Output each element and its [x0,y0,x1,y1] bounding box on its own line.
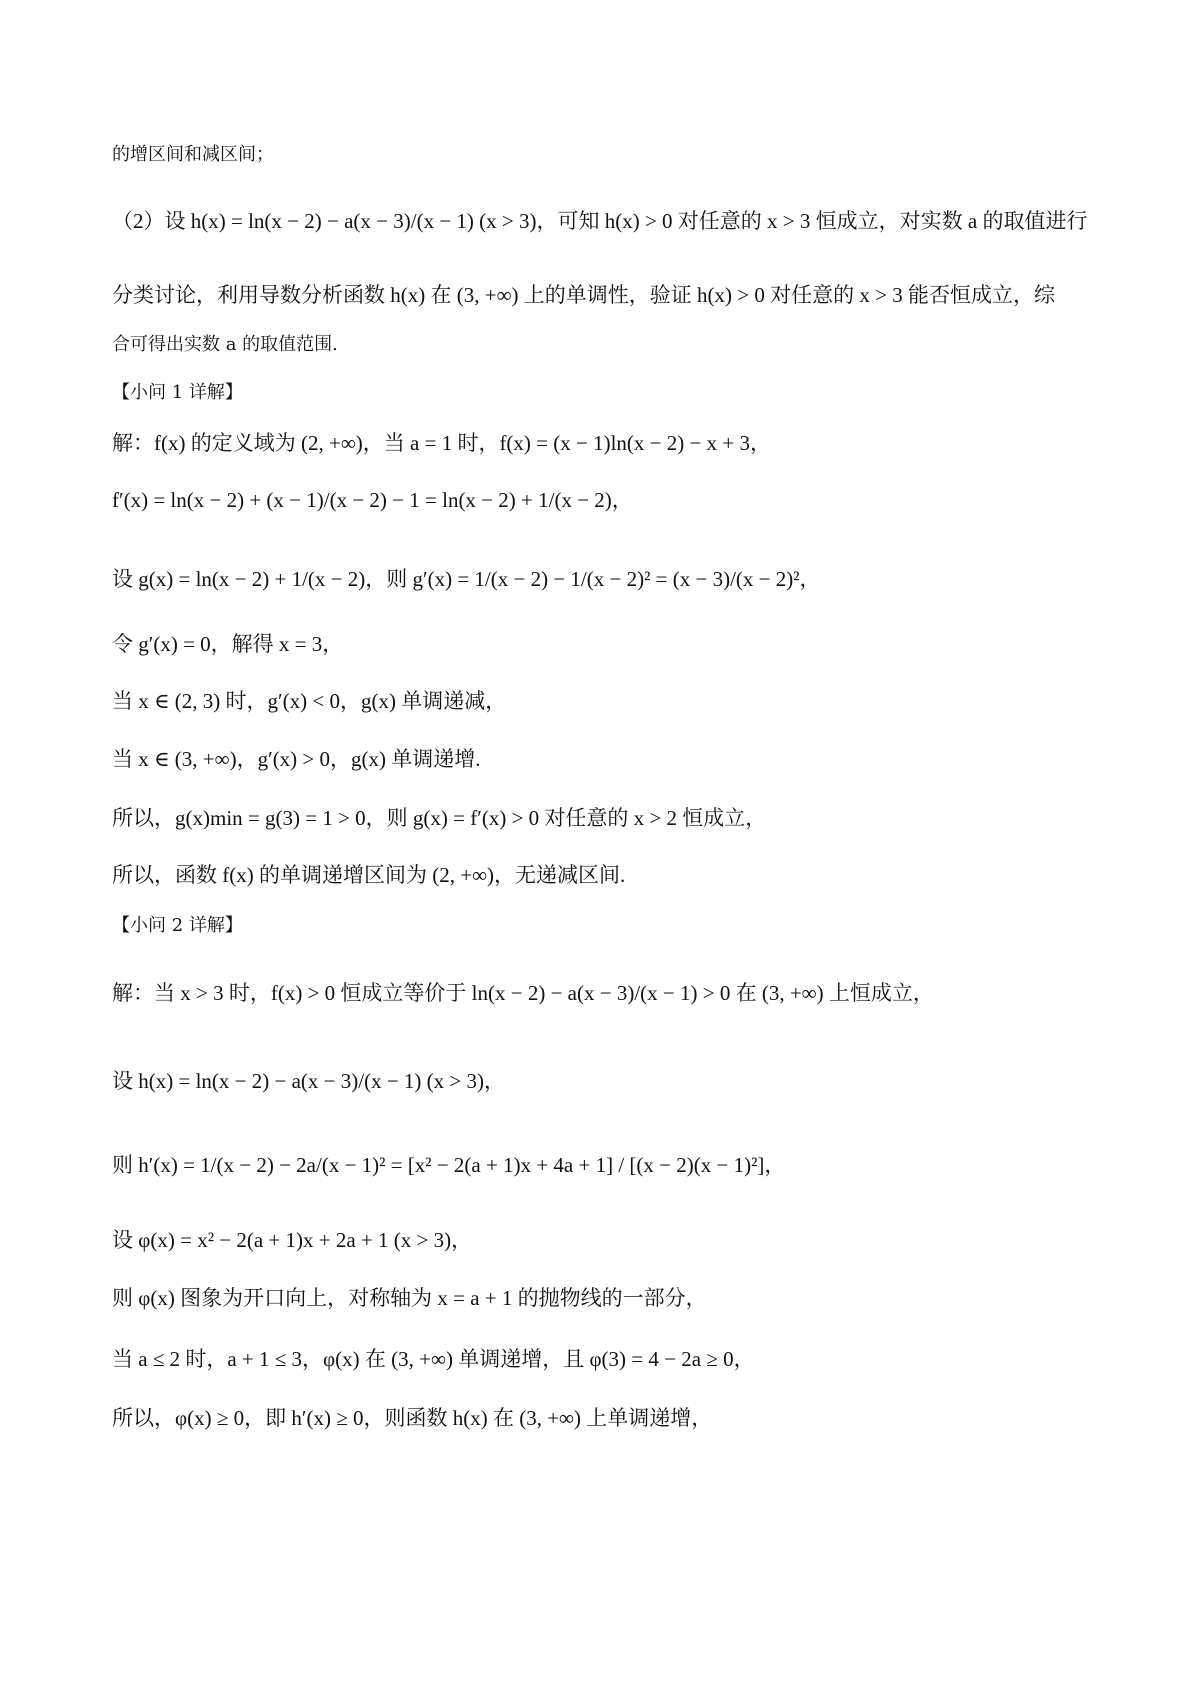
text-line-9: 令 g′(x) = 0，解得 x = 3， [112,632,344,656]
text-line-21: 所以，φ(x) ≥ 0，即 h′(x) ≥ 0，则函数 h(x) 在 (3, +∞) 上单调递增， [112,1406,713,1430]
text-line-12: 所以，g(x)min = g(3) = 1 > 0，则 g(x) = f′(x) > 0 对任意的 x > 2 恒成立， [112,806,767,830]
text-line-7: f′(x) = ln(x − 2) + (x − 1)/(x − 2) − 1 = ln(x − 2) + 1/(x − 2)， [112,488,633,512]
text-line-13: 所以，函数 f(x) 的单调递增区间为 (2, +∞)，无递减区间. [112,863,626,887]
text-line-10: 当 x ∈ (2, 3) 时，g′(x) < 0，g(x) 单调递减， [112,689,507,713]
text-line-8: 设 g(x) = ln(x − 2) + 1/(x − 2)，则 g′(x) = 1/(x − 2) − 1/(x − 2)² = (x − 3)/(x − 2)²， [112,567,821,591]
text-line-4: 合可得出实数 a 的取值范围. [112,334,338,355]
section-heading-1: 【小问 1 详解】 [112,382,243,403]
text-line-19: 则 φ(x) 图象为开口向上，对称轴为 x = a + 1 的抛物线的一部分， [112,1286,707,1310]
section-heading-2: 【小问 2 详解】 [112,915,243,936]
text-line-17: 则 h′(x) = 1/(x − 2) − 2a/(x − 1)² = [x² − 2(a + 1)x + 4a + 1] / [(x − 2)(x − 1)²]， [112,1153,786,1177]
text-line-15: 解：当 x > 3 时，f(x) > 0 恒成立等价于 ln(x − 2) − a(x − 3)/(x − 1) > 0 在 (3, +∞) 上恒成立， [112,981,934,1005]
text-line-18: 设 φ(x) = x² − 2(a + 1)x + 2a + 1 (x > 3)， [112,1228,473,1252]
text-line-2: （2）设 h(x) = ln(x − 2) − a(x − 3)/(x − 1) (x > 3)，可知 h(x) > 0 对任意的 x > 3 恒成立，对实数 a 的取值进行 [112,209,1088,233]
text-line-3: 分类讨论，利用导数分析函数 h(x) 在 (3, +∞) 上的单调性，验证 h(x) > 0 对任意的 x > 3 能否恒成立，综 [112,283,1055,307]
text-line-20: 当 a ≤ 2 时，a + 1 ≤ 3，φ(x) 在 (3, +∞) 单调递增，且 φ(3) = 4 − 2a ≥ 0， [112,1347,755,1371]
text-line-11: 当 x ∈ (3, +∞)，g′(x) > 0，g(x) 单调递增. [112,747,481,771]
text-line-16: 设 h(x) = ln(x − 2) − a(x − 3)/(x − 1) (x > 3)， [112,1069,505,1093]
text-line-1: 的增区间和减区间； [112,144,274,165]
text-line-6: 解：f(x) 的定义域为 (2, +∞)，当 a = 1 时，f(x) = (x − 1)ln(x − 2) − x + 3， [112,431,771,455]
